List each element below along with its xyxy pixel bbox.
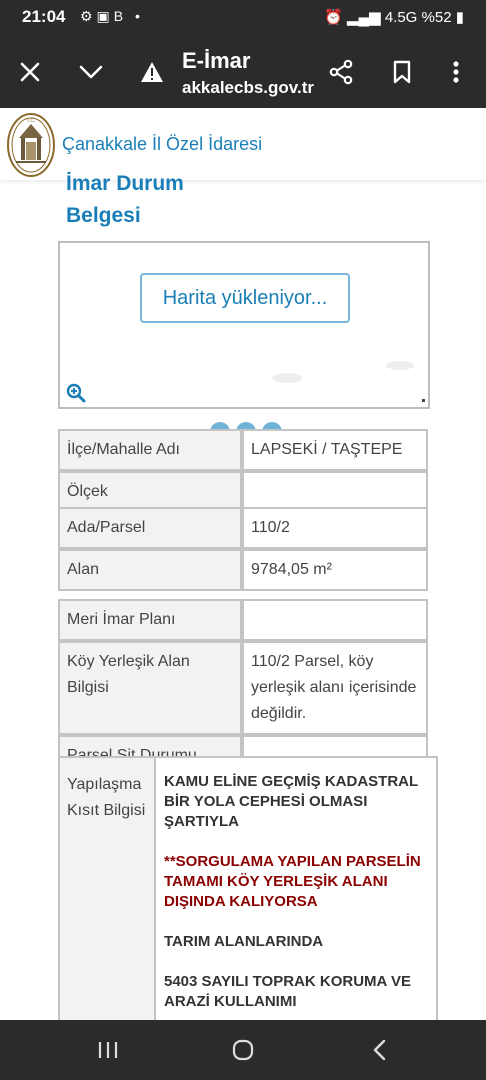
- table-row: [58, 641, 428, 735]
- table-label: Köy Yerleşik Alan Bilgisi: [58, 641, 242, 735]
- bookmark-icon[interactable]: [380, 50, 424, 94]
- page-title-line1: İmar Durum: [66, 172, 184, 195]
- battery-icon: ▮: [455, 9, 464, 26]
- more-options-icon[interactable]: [434, 50, 478, 94]
- organization-name[interactable]: Çanakkale İl Özel İdaresi: [62, 134, 263, 154]
- battery-text: %52: [421, 9, 452, 26]
- table-row: [58, 507, 428, 549]
- table-label: Alan: [58, 549, 242, 591]
- restriction-paragraph: 5403 SAYILI TOPRAK KORUMA VE ARAZİ KULLANIMI: [164, 973, 412, 1010]
- table-row: [58, 429, 428, 471]
- page-title-line2: Belgesi: [66, 204, 141, 227]
- table-label: Ölçek: [58, 471, 242, 513]
- table-value: [242, 599, 428, 641]
- table-label: Meri İmar Planı: [58, 599, 242, 641]
- organization-logo[interactable]: [6, 112, 56, 178]
- location-table: [58, 429, 428, 513]
- table-value: 110/2: [242, 507, 428, 549]
- table-row: [58, 599, 428, 641]
- table-label: İlçe/Mahalle Adı: [58, 429, 242, 471]
- table-value: 110/2 Parsel, köy yerleşik alanı içerisinde değildir.: [242, 641, 428, 735]
- status-right: [324, 8, 464, 26]
- status-time: 21:04: [22, 7, 66, 26]
- svg-text:T.C.: T.C.: [26, 118, 36, 124]
- network-type: 4.5G: [384, 9, 418, 26]
- map-container[interactable]: [58, 241, 430, 409]
- map-loading-message: Harita yükleniyor...: [140, 273, 350, 323]
- page-url[interactable]: akkalecbs.gov.tr: [182, 78, 314, 97]
- back-icon[interactable]: [360, 1034, 400, 1066]
- parcel-table: [58, 507, 428, 591]
- warning-icon[interactable]: [130, 50, 174, 94]
- status-bar: [0, 0, 486, 36]
- web-page: [0, 108, 486, 1020]
- home-icon[interactable]: [223, 1034, 263, 1066]
- table-row: [58, 549, 428, 591]
- restriction-label: Yapılaşma Kısıt Bilgisi: [58, 756, 156, 1020]
- construction-restriction-row: [58, 756, 438, 1020]
- page-title: [66, 168, 184, 232]
- map-feature: [272, 373, 302, 383]
- signal-icon: ▂▄▆: [346, 9, 381, 26]
- page-tab-title: E-İmar: [182, 48, 251, 73]
- map-feature: [386, 361, 414, 370]
- browser-toolbar: [0, 36, 486, 108]
- zoom-in-icon[interactable]: [66, 383, 86, 403]
- map-marker: [422, 399, 425, 402]
- close-icon[interactable]: [8, 50, 52, 94]
- notification-icons: ⚙▣B •: [80, 8, 144, 24]
- restriction-paragraph: KAMU ELİNE GEÇMİŞ KADASTRAL BİR YOLA CEPHESİ OLMASI ŞARTIYLA: [164, 773, 418, 830]
- zoning-table: [58, 599, 428, 777]
- navigation-bar: [0, 1020, 486, 1080]
- table-value: 9784,05 m²: [242, 549, 428, 591]
- restriction-warning: **SORGULAMA YAPILAN PARSELİN TAMAMI KÖY YERLEŞİK ALANI DIŞINDA KALIYORSA: [164, 853, 421, 910]
- recent-apps-icon[interactable]: [88, 1034, 128, 1066]
- table-value: LAPSEKİ / TAŞTEPE: [242, 429, 428, 471]
- table-label: Ada/Parsel: [58, 507, 242, 549]
- chevron-down-icon[interactable]: [69, 50, 113, 94]
- share-icon[interactable]: [319, 50, 363, 94]
- alarm-icon: ⏰: [324, 9, 343, 26]
- restriction-text: [154, 756, 438, 1020]
- restriction-paragraph: TARIM ALANLARINDA: [164, 933, 324, 950]
